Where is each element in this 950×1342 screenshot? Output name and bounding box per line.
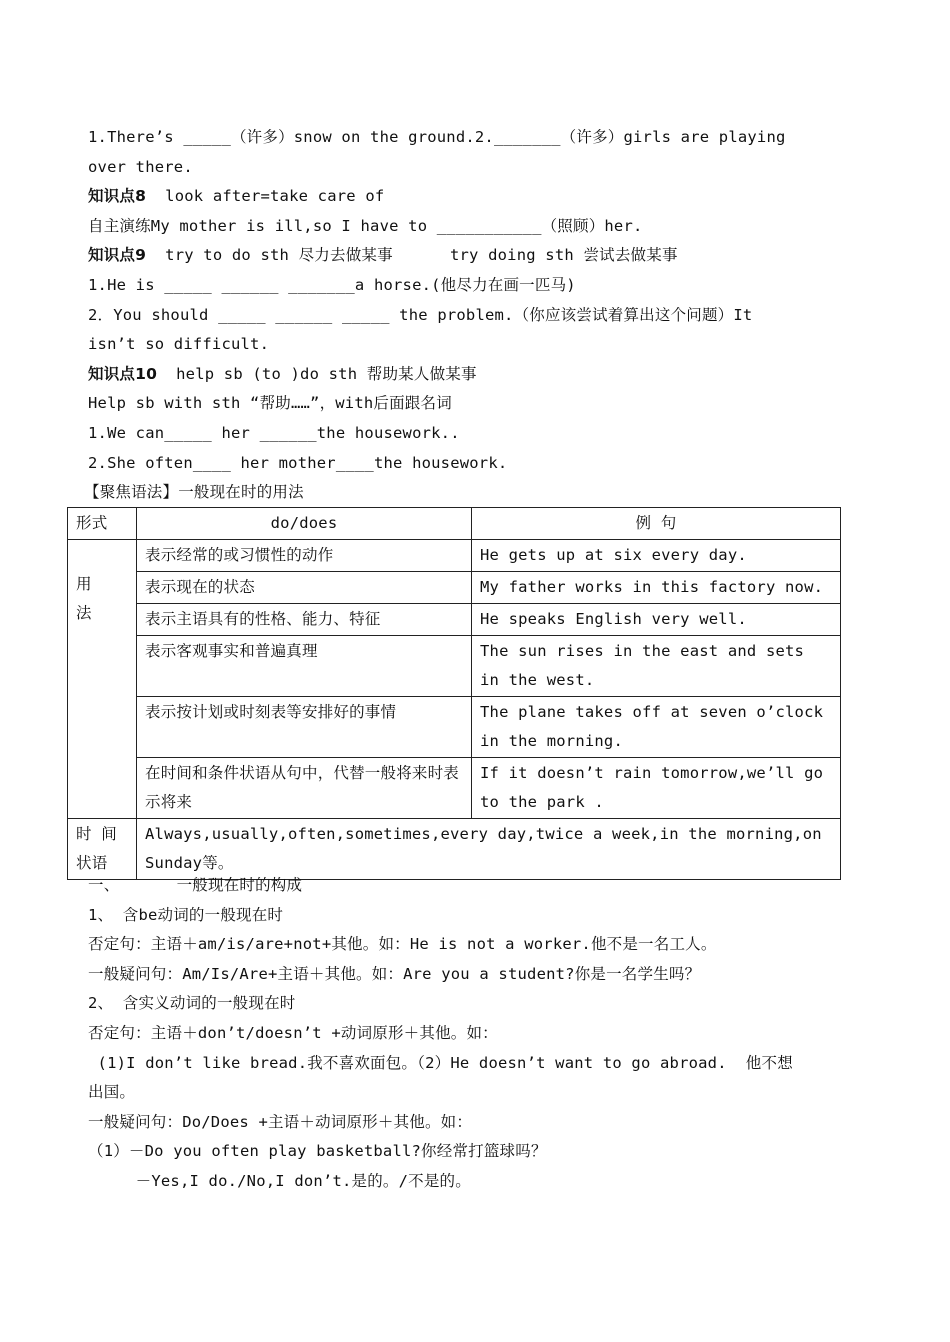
example-cell: My father works in this factory now. (472, 572, 841, 604)
point8-text: look after=take care of (146, 187, 385, 206)
table-row (68, 758, 841, 819)
section-line: 一般疑问句：Do/Does +主语＋动词原形＋其他。如： (88, 1112, 473, 1131)
example-cell: If it doesn’t rain tomorrow,we’ll go to the park . (472, 758, 841, 819)
exercise-line: 1.There’s _____（许多）snow on the ground.2._______（许多）girls are playing (88, 128, 786, 146)
section-line: 出国。 (88, 1083, 136, 1102)
point9-label: 知识点9 (88, 246, 147, 265)
point10-heading (88, 360, 864, 390)
adverb-text: Always,usually,often,sometimes,every day,twice a week,in the morning,on Sunday等。 (137, 819, 841, 880)
point8-label: 知识点8 (88, 187, 147, 206)
point10-label: 知识点10 (88, 364, 158, 383)
use-cell: 表示主语具有的性格、能力、特征 (137, 604, 472, 636)
table-header-row (68, 508, 841, 540)
table-row (68, 540, 841, 572)
section-line: 一般疑问句：Am/Is/Are+主语＋其他。如：Are you a student?你是一名学生吗？ (88, 964, 701, 983)
table-row (68, 604, 841, 636)
table-row (68, 636, 841, 697)
point8-heading (88, 182, 864, 212)
table-row (68, 572, 841, 604)
example-cell: He gets up at six every day. (472, 540, 841, 572)
point10-text: help sb (to )do sth 帮助某人做某事 (157, 364, 477, 383)
use-cell: 表示现在的状态 (137, 572, 472, 604)
use-cell: 在时间和条件状语从句中，代替一般将来时表示将来 (137, 758, 472, 819)
point9-line: isn’t so difficult. (88, 335, 270, 354)
header-use: do/does (137, 508, 472, 540)
header-form: 形式 (68, 508, 137, 540)
point10-line: 2.She often____ her mother____the housework. (88, 453, 508, 472)
point9-text: try to do sth 尽力去做某事 try doing sth 尝试去做某事 (146, 246, 678, 265)
point9-heading (88, 241, 864, 271)
grammar-title: 【聚焦语法】一般现在时的用法 (84, 483, 304, 502)
section-line: (1)I don’t like bread.我不喜欢面包。（2）He doesn’t want to go abroad. 他不想 (88, 1053, 793, 1072)
grammar-table (67, 507, 841, 880)
header-example: 例 句 (472, 508, 841, 540)
grammar-section (88, 871, 864, 1197)
example-cell: The plane takes off at seven o’clock in the morning. (472, 697, 841, 758)
table-row (68, 697, 841, 758)
section-line: 2、 含实义动词的一般现在时 (88, 994, 296, 1013)
document-body (84, 123, 864, 508)
adverb-label: 时 间 状语 (68, 819, 137, 880)
point8-practice: 自主演练My mother is ill,so I have to ___________（照顾）her. (88, 216, 643, 235)
use-cell: 表示经常的或习惯性的动作 (137, 540, 472, 572)
section-line: 否定句：主语＋am/is/are+not+其他。如：He is not a worker.他不是一名工人。 (88, 935, 717, 954)
section-line: 1、 含be动词的一般现在时 (88, 905, 284, 924)
point9-line: 1.He is _____ ______ _______a horse.(他尽力在画一匹马) (88, 275, 576, 294)
section-line: 否定句：主语＋don’t/doesn’t +动词原形＋其他。如： (88, 1023, 498, 1042)
section-line: 一、 一般现在时的构成 (88, 876, 303, 894)
example-cell: The sun rises in the east and sets in the west. (472, 636, 841, 697)
section-line: （1）－Do you often play basketball?你经常打篮球吗？ (88, 1142, 547, 1161)
section-line: －Yes,I do./No,I don’t.是的。/不是的。 (88, 1171, 471, 1190)
use-label: 用 法 (68, 540, 137, 819)
example-cell: He speaks English very well. (472, 604, 841, 636)
point10-line: 1.We can_____ her ______the housework.. (88, 423, 460, 442)
point10-line: Help sb with sth “帮助……”，with后面跟名词 (88, 394, 452, 413)
exercise-line: over there. (88, 157, 193, 176)
use-cell: 表示客观事实和普遍真理 (137, 636, 472, 697)
use-cell: 表示按计划或时刻表等安排好的事情 (137, 697, 472, 758)
point9-line: 2．You should _____ ______ _____ the problem.（你应该尝试着算出这个问题）It (88, 305, 753, 324)
